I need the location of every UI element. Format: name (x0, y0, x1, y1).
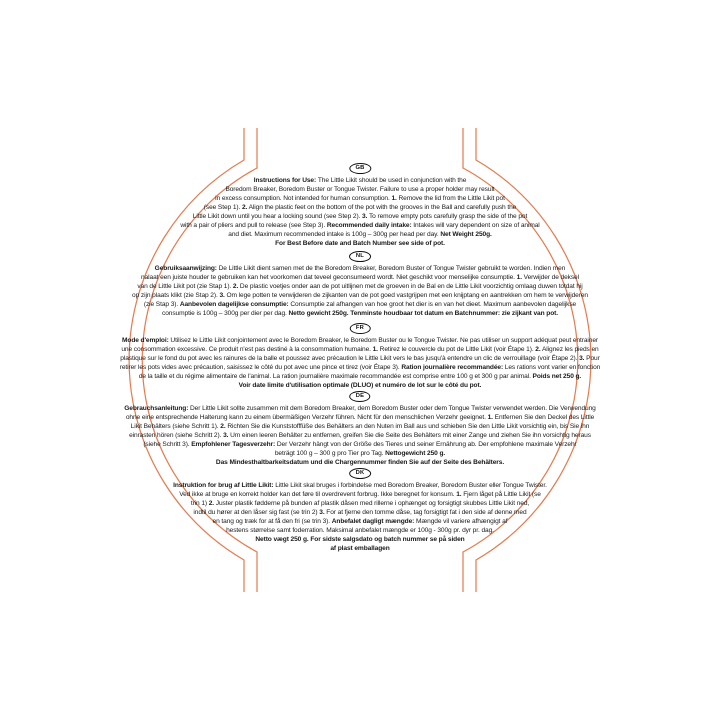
text-line: with a pair of pliers and pull to release (see Step 3). Recommended daily intake: Intakes will vary dependent on size of animal (180, 222, 540, 229)
text-line: van de Little Likit pot (zie Stap 1). 2. De plastic voetjes onder aan de pot uitlijnen met de groeven in de Bal en de Little Likit voorzichtig omlaag duwen totdat hij (137, 283, 583, 290)
text-line: (zie Stap 3). Aanbevolen dagelijkse consumptie: Consumptie zal afhangen van hoe groot het dier is en van het dieet. Maximum aanbevolen dagelijkse (143, 301, 577, 308)
instructions-section-gb (180, 162, 539, 248)
language-badge-row (180, 162, 539, 174)
text-line: Das Mindesthaltbarkeitsdatum und die Chargennummer finden Sie auf der Seite des Behälters. (215, 459, 505, 466)
language-badge-row (124, 390, 596, 402)
text-line: beträgt 100 g – 300 g pro Tier pro Tag. Nettogewicht 250 g. (274, 450, 446, 457)
text-line: hestens størrelse samt foderration. Maksimal anbefalet mængde er 100g - 300g pr. dyr pr. dag. (226, 527, 494, 534)
text-line: Instruktion for brug af Little Likit: Little Likit skal bruges i forbindelse med Boredom Breaker, Boredom Buster eller Tongue Twister. (173, 482, 547, 489)
text-line: retirer les pots vides avec précaution, saisissez le côté du pot avec une pince et tirez (voir Étape 3). Ration journalière recommandée: Les rations vont varier en fonction (119, 364, 601, 371)
text-line: Mode d'emploi: Utilisez le Little Likit conjointement avec le Boredom Breaker, le Boredom Buster ou le Tongue Twister. Ne pas utiliser un support adéquat peut entrainer (121, 337, 599, 344)
text-line: une consommation excessive. Ce produit n'est pas destiné à la consommation humaine. 1. Retirez le couvercle du pot de Little Likit (voir Étape 1). 2. Alignez les pieds en (121, 346, 599, 353)
instructions-section-fr (120, 322, 601, 390)
text-line: de la taille et du régime alimentaire de l'animal. La ration journalière maximale recommandée est comprise entre 100 g et 300 g par animal. Poids net 250 g. (138, 373, 582, 380)
text-line: (see Step 1). 2. Align the plastic feet on the bottom of the pot with the grooves in the Ball and carefully push the (203, 204, 517, 211)
text-line: and diet. Maximum recommended intake is 100g – 300g per head per day. Net Weight 250g. (228, 231, 492, 238)
language-badge-nl: NL (349, 251, 370, 262)
text-line: Gebrauchsanleitung: Der Little Likit sollte zusammen mit dem Boredom Breaker, dem Boredom Buster oder dem Tongue Twister verwendet werden. Die Verwendung (124, 405, 596, 412)
text-line: ohne eine entsprechende Halterung kann zu einem übermäßigen Verzehr führen. Nicht für den menschlichen Verzehr geeignet. 1. Entfernen Sie den Deckel des Little (125, 414, 595, 421)
language-badge-gb: GB (349, 163, 371, 174)
text-line: For Best Before date and Batch Number see side of pot. (275, 240, 445, 247)
text-line: af plast emballagen (330, 545, 390, 552)
text-line: einrasten hören (siehe Schritt 2). 3. Um einen leeren Behälter zu entfernen, greifen Sie die Seite des Behälters mit einer Zange und ziehen Sie ihn vorsichtig heraus (129, 432, 591, 439)
text-line: Netto vægt 250 g. For sidste salgsdato og batch nummer se på siden (255, 536, 465, 543)
language-badge-dk: DK (349, 468, 371, 479)
text-line: trin 1) 2. Juster plastik fødderne på bunden af plastik dåsen med rillerne i ophænget og forsigtigt skubbes Little Likit ned, (190, 500, 530, 507)
language-badge-row (132, 250, 588, 262)
text-line: (siehe Schritt 3). Empfohlener Tagesverzehr: Der Verzehr hängt von der Größe des Tieres und seiner Ernährung ab. Der empfohlene maximale Verzehr (143, 441, 577, 448)
instructions-section-de (124, 390, 596, 467)
language-badge-fr: FR (349, 323, 370, 334)
text-line: Instructions for Use: The Little Likit should be used in conjunction with the (253, 177, 467, 184)
text-line: Little Likit down until you hear a locking sound (see Step 2). 3. To remove empty pots carefully grasp the side of the pot (192, 213, 528, 220)
instructions-section-dk (173, 467, 547, 553)
text-line: Gebruiksaanwijzing: De Little Likit dient samen met de the Boredom Breaker, Boredom Buster of Tongue Twister gebruikt te worden. Indien men (154, 265, 566, 272)
text-line: nalaat een juiste houder te gebruiken kan het voorkomen dat teveel geconsumeerd wordt. Niet geschikt voor menselijke consumptie. 1. Verwijder de deksel (141, 274, 579, 281)
text-line: Ved ikke at bruge en korrekt holder kan det føre til overdrevent forbrug. Ikke beregnet for konsum. 1. Fjern låget på Little Likit (se (179, 491, 541, 498)
text-line: op zijn plaats klikt (zie Stap 2). 3. Om lege potten te verwijderen de zijkanten van de pot goed vastgrijpen met een knijptang en aantrekken om hem te verwijderen (132, 292, 588, 299)
text-line: Boredom Breaker, Boredom Buster or Tongue Twister. Failure to use a proper holder may result (225, 186, 495, 193)
text-line: indtil du hører at den låser sig fast (se trin 2) 3. For at fjerne den tomme dåse, tag forsigtigt fat i den side af denne med (193, 509, 527, 516)
language-badge-row (173, 467, 547, 479)
text-line: Voir date limite d'utilisation optimale (DLUO) et numéro de lot sur le côté du pot. (238, 382, 482, 389)
text-line: plastique sur le fond du pot avec les rainures de la balle et poussez avec précaution le Little Likit vers le bas jusqu'à entendre un clic de verrouillage (voir Étape 2). 3. Pour (120, 355, 600, 362)
text-line: in excess consumption. Not intended for human consumption. 1. Remove the lid from the Little Likit pot (215, 195, 505, 202)
text-line: consumptie is 100g – 300g per dier per dag. Netto gewicht 250g. Tenminste houdbaar tot datum en Batchnummer: zie zijkant van pot. (162, 310, 558, 317)
text-line: en tang og træk for at få den fri (se trin 3). Anbefalet dagligt mængde: Mængde vil variere afhængigt af (212, 518, 508, 525)
language-badge-de: DE (349, 391, 370, 402)
language-badge-row (120, 322, 601, 334)
instructions-section-nl (132, 250, 588, 318)
text-line: Likit Behälters (siehe Schritt 1). 2. Richten Sie die Kunststofffüße des Behälters an den Nuten im Ball aus und schieben Sie den Little Likit vorsichtig ein, bis Sie ihn (130, 423, 590, 430)
